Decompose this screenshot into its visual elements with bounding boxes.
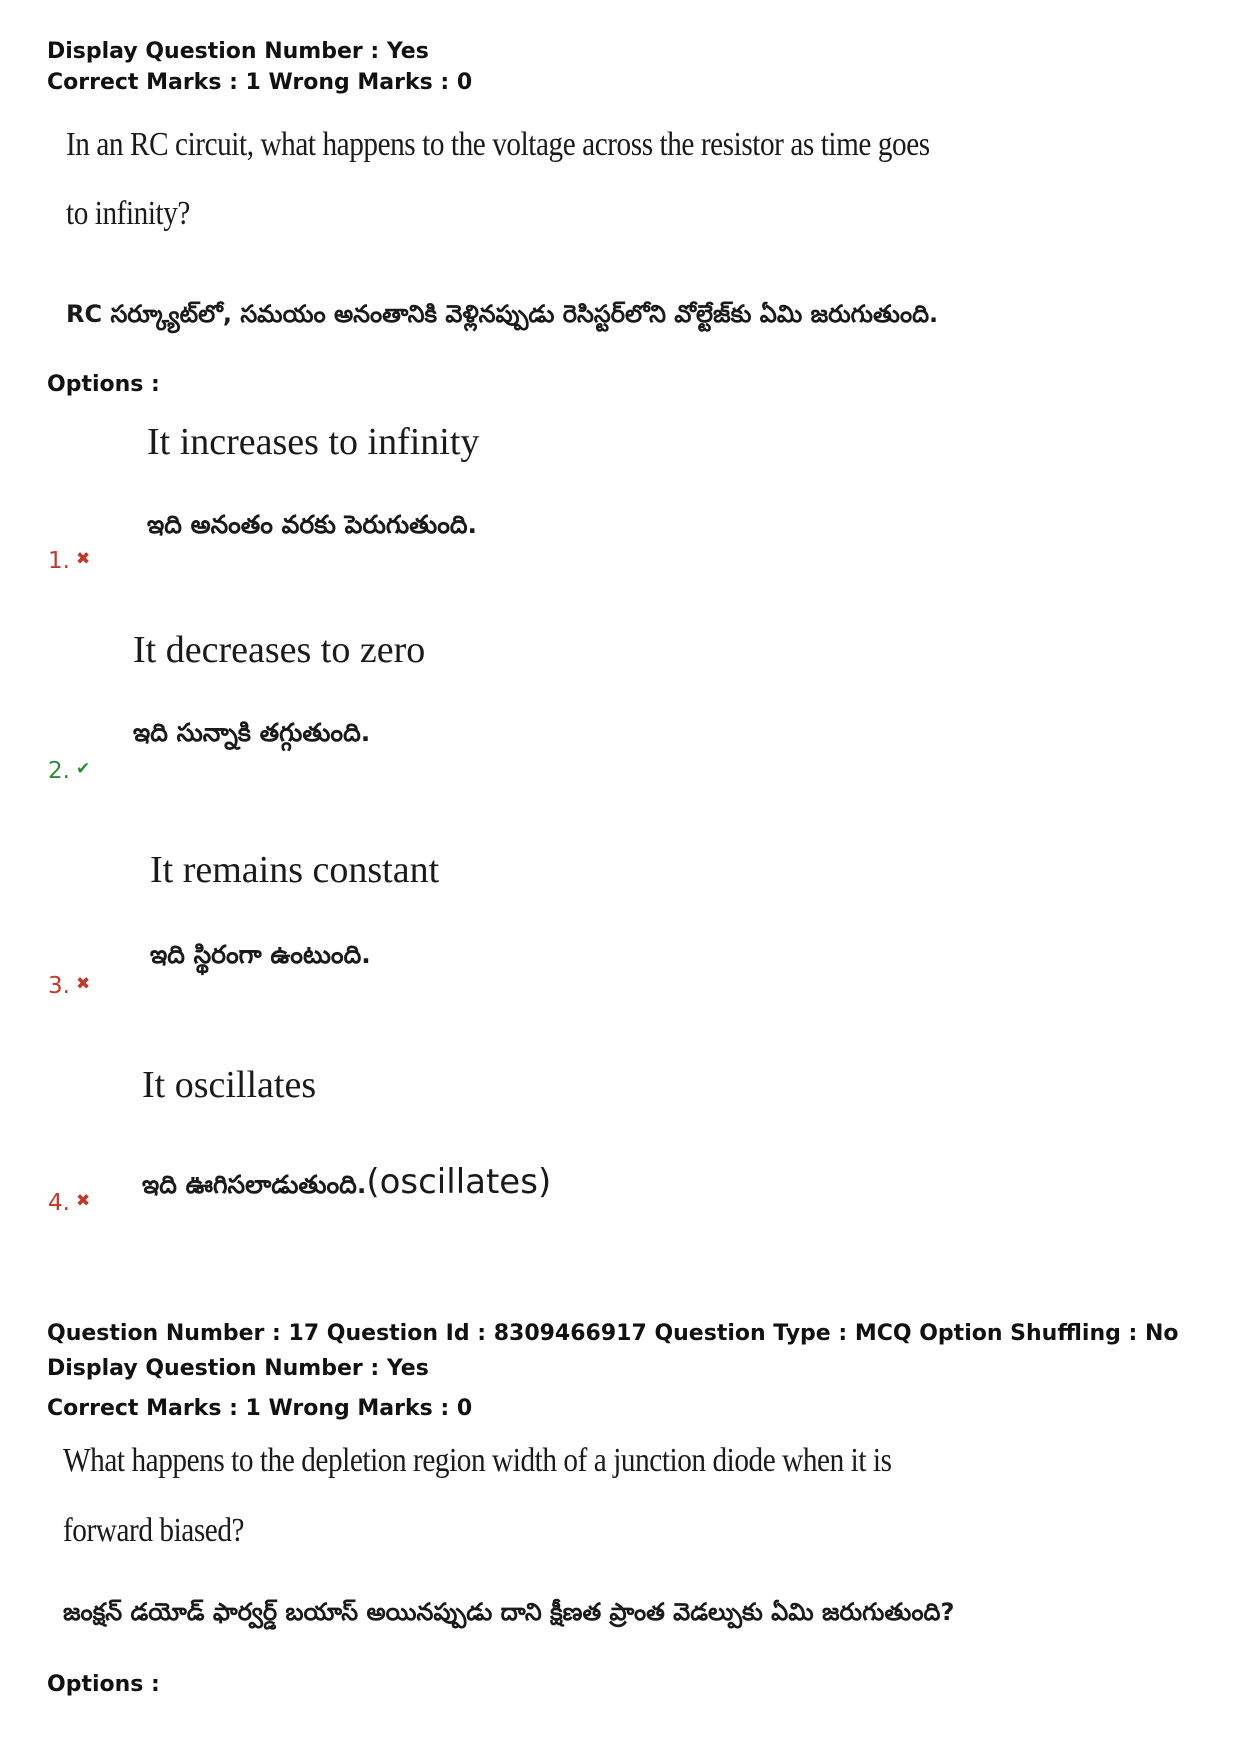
question-header: Question Number : 17 Question Id : 8309466917 Question Type : MCQ Option Shuffling : No: [47, 1321, 1179, 1346]
question-text-en-line2: forward biased?: [63, 1512, 245, 1549]
option-3-number: [48, 973, 90, 999]
correct-check-icon: ✔: [75, 759, 91, 779]
option-4-text-te-main: ఇది ఊగిసలాడుతుంది.: [142, 1170, 367, 1199]
option-4-text-en: It oscillates: [142, 1064, 317, 1106]
wrong-mark-icon: ✖: [75, 549, 91, 569]
marks-info: Correct Marks : 1 Wrong Marks : 0: [47, 70, 473, 95]
wrong-mark-icon: ✖: [75, 974, 91, 994]
option-3-text-te: ఇది స్థిరంగా ఉంటుంది.: [150, 940, 371, 969]
wrong-mark-icon: ✖: [75, 1191, 91, 1211]
options-label: Options :: [47, 1672, 160, 1697]
option-4-number-label: 4.: [48, 1190, 70, 1216]
option-3-text-en: It remains constant: [150, 849, 440, 891]
option-1-number-label: 1.: [48, 548, 70, 574]
option-2-text-te: ఇది సున్నాకి తగ్గుతుంది.: [133, 718, 371, 747]
option-3-number-label: 3.: [48, 973, 70, 999]
option-2-text-en: It decreases to zero: [133, 629, 426, 671]
option-1-number: [48, 548, 90, 574]
question-text-te: జంక్షన్ డయోడ్ ఫార్వర్డ్ బయాస్ అయినప్పుడు దాని క్షీణత ప్రాంత వెడల్పుకు ఏమి జరుగుతుంది?: [63, 1598, 955, 1626]
marks-info: Correct Marks : 1 Wrong Marks : 0: [47, 1396, 473, 1421]
option-2-number-label: 2.: [48, 758, 70, 784]
options-label: Options :: [47, 372, 160, 397]
question-text-te: RC సర్క్యూట్‌లో, సమయం అనంతానికి వెళ్లినప్పుడు రెసిస్టర్‌లోని వోల్టేజ్‌కు ఏమి జరుగుతుంది.: [66, 300, 939, 328]
question-text-en-line1: What happens to the depletion region width of a junction diode when it is: [63, 1442, 892, 1479]
option-4-text-te-suffix: (oscillates): [366, 1162, 552, 1202]
question-text-en-line2: to infinity?: [66, 195, 190, 232]
option-4-number: [48, 1190, 90, 1216]
option-4-text-te: [142, 1162, 551, 1206]
display-question-number: Display Question Number : Yes: [47, 39, 429, 64]
display-question-number: Display Question Number : Yes: [47, 1356, 429, 1381]
option-2-number: [48, 758, 90, 784]
option-1-text-te: ఇది అనంతం వరకు పెరుగుతుంది.: [147, 510, 478, 539]
question-text-en-line1: In an RC circuit, what happens to the voltage across the resistor as time goes: [66, 126, 930, 163]
option-1-text-en: It increases to infinity: [147, 421, 480, 463]
